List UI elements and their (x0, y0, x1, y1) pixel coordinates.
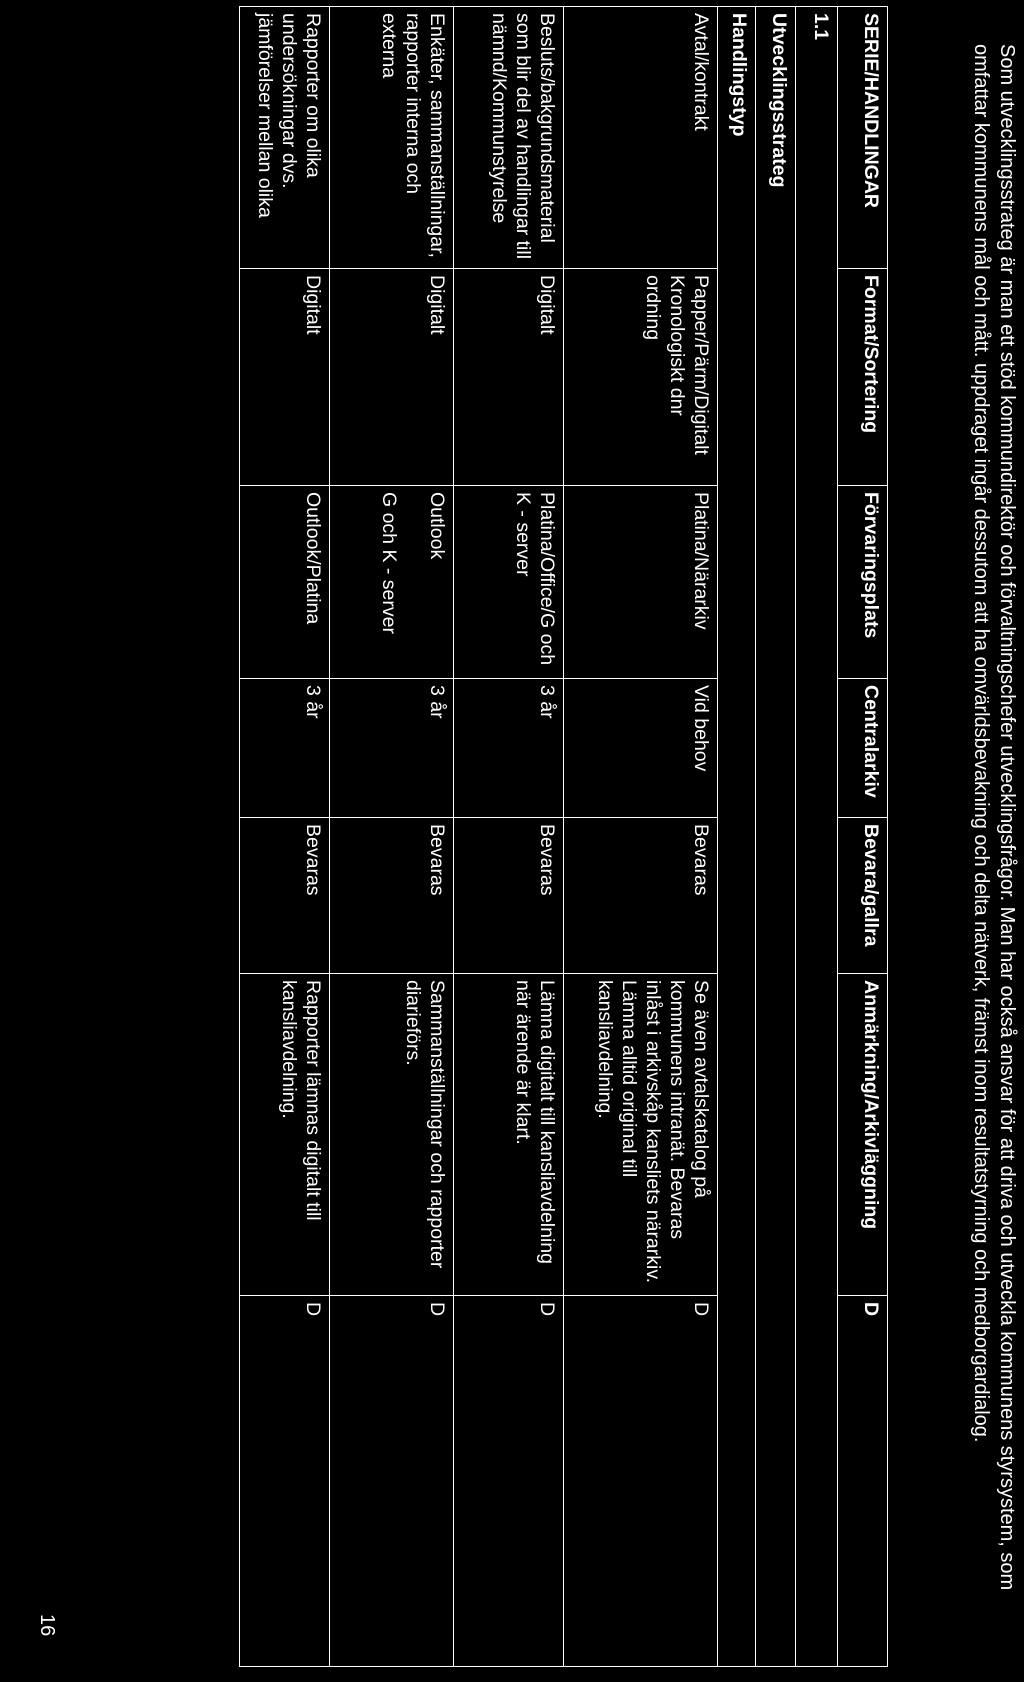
table-row (240, 7, 330, 1667)
table-header-row (838, 7, 888, 1667)
cell-d: D (564, 1296, 718, 1667)
table-row (454, 7, 564, 1667)
section-number-row (796, 7, 838, 1667)
cell-plats: Outlook G och K - server (330, 486, 454, 679)
cell-plats: Platina/Office/G och K - server (454, 486, 564, 679)
cell-serie: Avtal/kontrakt (564, 7, 718, 269)
cell-format: Papper/Pärm/Digitalt Kronologiskt dnr ordning (564, 269, 718, 486)
records-table (239, 6, 888, 1667)
section-title-row (756, 7, 796, 1667)
cell-bevara: Bevaras (330, 818, 454, 974)
cell-format: Digitalt (454, 269, 564, 486)
cell-serie: Rapporter om olika undersökningar dvs. jämförelser mellan olika (240, 7, 330, 269)
section-number: 1.1 (796, 7, 838, 1667)
cell-central: 3 år (240, 679, 330, 818)
table-row (330, 7, 454, 1667)
cell-d: D (330, 1296, 454, 1667)
header-plats: Förvaringsplats (838, 486, 888, 679)
header-format: Format/Sortering (838, 269, 888, 486)
subheading-row (718, 7, 756, 1667)
table-row (564, 7, 718, 1667)
section-title: Utvecklingsstrateg (756, 7, 796, 1667)
subheading: Handlingstyp (718, 7, 756, 1667)
cell-central: Vid behov (564, 679, 718, 818)
cell-serie: Enkäter, sammanställningar, rapporter interna och externa (330, 7, 454, 269)
header-anm: Anmärkning/Arkivläggning (838, 974, 888, 1296)
cell-plats: Platina/Närarkiv (564, 486, 718, 679)
page-number: 16 (36, 1614, 58, 1637)
cell-bevara: Bevaras (240, 818, 330, 974)
cell-anm: Rapporter lämnas digitalt till kansliavdelning. (240, 974, 330, 1296)
cell-anm: Sammanställningar och rapporter diarieförs. (330, 974, 454, 1296)
cell-d: D (240, 1296, 330, 1667)
cell-d: D (454, 1296, 564, 1667)
cell-bevara: Bevaras (564, 818, 718, 974)
cell-serie: Besluts/bakgrundsmaterial som blir del av handlingar till nämnd/Kommunstyrelse (454, 7, 564, 269)
cell-format: Digitalt (240, 269, 330, 486)
cell-central: 3 år (454, 679, 564, 818)
cell-anm: Lämna digitalt till kansliavdelning när ärende är klart. (454, 974, 564, 1296)
header-d: D (838, 1296, 888, 1667)
cell-central: 3 år (330, 679, 454, 818)
cell-bevara: Bevaras (454, 818, 564, 974)
header-central: Centralarkiv (838, 679, 888, 818)
cell-plats: Outlook/Platina (240, 486, 330, 679)
header-bevara: Bevara/gallra (838, 818, 888, 974)
cell-anm: Se även avtalskatalog på kommunens intranät. Bevaras inlåst i arkivskåp kansliets närarkiv. Lämna alltid original till kansliavdelning. (564, 974, 718, 1296)
header-serie: SERIE/HANDLINGAR (838, 7, 888, 269)
intro-paragraph: Som utvecklingsstrateg är man ett stöd kommundirektör och förvaltningschefer utvecklingsfrågor. Man har också ansvar för att driva och utveckla kommunens styrsystem, som omfattar kommunens mål och mått. uppdraget ingår dessutom att ha omvärldsbevakning och delta nätverk, främst inom resultatstyrning och medborgardialog. (970, 44, 1018, 1591)
cell-format: Digitalt (330, 269, 454, 486)
